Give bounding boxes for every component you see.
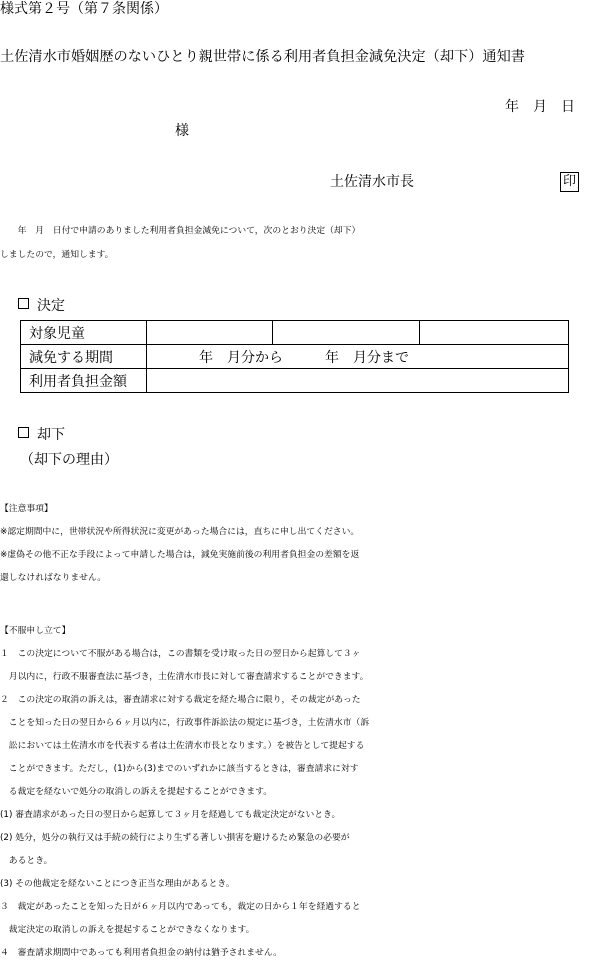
- objection-line: (1) 審査請求があった日の翌日から起算して３ヶ月を経過しても裁定決定がないとき。: [0, 810, 341, 820]
- intro-line: しましたので，通知します。: [0, 249, 114, 260]
- child-cell-3[interactable]: [420, 321, 569, 345]
- objection-line: (2) 処分，処分の執行又は手続の続行により生ずる著しい損害を避けるため緊急の必要が: [0, 833, 350, 843]
- form-number: 様式第２号（第７条関係）: [0, 1, 168, 17]
- objection-section: [0, 620, 600, 965]
- intro-paragraph: [0, 220, 600, 267]
- objection-line: ３ 裁定があったことを知った日が６ヶ月以内であっても，裁定の日から１年を経過すると: [0, 902, 361, 912]
- objection-line: (3) その他裁定を経ないことにつき正当な理由があるとき。: [0, 879, 235, 889]
- seal-mark: 印: [560, 172, 579, 192]
- row-label: 対象児童: [21, 321, 147, 345]
- objection-line: る裁定を経ないで処分の取消しの訴えを提起することができます。: [0, 787, 273, 797]
- objection-heading: 【不服申し立て】: [0, 626, 71, 636]
- decision-table: [20, 320, 569, 393]
- objection-line: ことができます。ただし，(1)から(3)までのいずれかに該当するときは，審査請求に対す: [0, 764, 359, 774]
- rejection-checkbox[interactable]: [18, 427, 29, 438]
- objection-line: あるとき。: [0, 856, 53, 866]
- rejection-heading-label: 却下: [37, 427, 65, 443]
- notes-section: [0, 498, 600, 590]
- table-row: [21, 321, 569, 345]
- objection-line: 裁定決定の取消しの訴えを提起することができなくなります。: [0, 925, 255, 935]
- recipient-suffix: 様: [175, 123, 189, 139]
- rejection-heading: [18, 425, 65, 445]
- row-label: 利用者負担金額: [21, 369, 147, 393]
- decision-checkbox[interactable]: [18, 298, 29, 309]
- row-label: 減免する期間: [21, 345, 147, 369]
- notes-line: ※虚偽その他不正な手段によって申請した場合は，減免実施前後の利用者負担金の差額を返: [0, 550, 360, 560]
- objection-line: 月以内に，行政不服審査法に基づき，土佐清水市長に対して審査請求することができます。: [0, 672, 369, 682]
- decision-heading-label: 決定: [37, 298, 65, 314]
- decision-heading: [18, 296, 65, 316]
- issue-date: 年 月 日: [505, 99, 575, 115]
- notes-line: 還しなければなりません。: [0, 573, 107, 583]
- intro-line: 年 月 日付で申請のありました利用者負担金減免について，次のとおり決定（却下）: [0, 226, 361, 236]
- objection-line: ４ 審査請求期間中であっても利用者負担金の納付は猶予されません。: [0, 948, 282, 958]
- child-cell-1[interactable]: [147, 321, 273, 345]
- objection-line: ことを知った日の翌日から６ヶ月以内に，行政事件訴訟法の規定に基づき，土佐清水市（訴: [0, 718, 370, 728]
- child-cell-2[interactable]: [273, 321, 420, 345]
- objection-line: １ この決定について不服がある場合は，この書類を受け取った日の翌日から起算して３ヶ: [0, 649, 361, 659]
- document-title: 土佐清水市婚姻歴のないひとり親世帯に係る利用者負担金減免決定（却下）通知書: [0, 49, 525, 65]
- notes-heading: 【注意事項】: [0, 504, 53, 514]
- rejection-reason-label: （却下の理由）: [20, 452, 118, 468]
- objection-line: 訟においては土佐清水市を代表する者は土佐清水市長となります。）を被告として提起する: [0, 741, 365, 751]
- objection-line: ２ この決定の取消の訴えは，審査請求に対する裁定を経た場合に限り，その裁定があった: [0, 695, 361, 705]
- amount-value[interactable]: [147, 369, 569, 393]
- notes-line: ※認定期間中に，世帯状況や所得状況に変更があった場合には，直ちに申し出てください。: [0, 527, 360, 537]
- period-value[interactable]: 年 月分から 年 月分まで: [147, 345, 569, 369]
- table-row: [21, 345, 569, 369]
- issuer-name: 土佐清水市長: [330, 174, 414, 190]
- table-row: [21, 369, 569, 393]
